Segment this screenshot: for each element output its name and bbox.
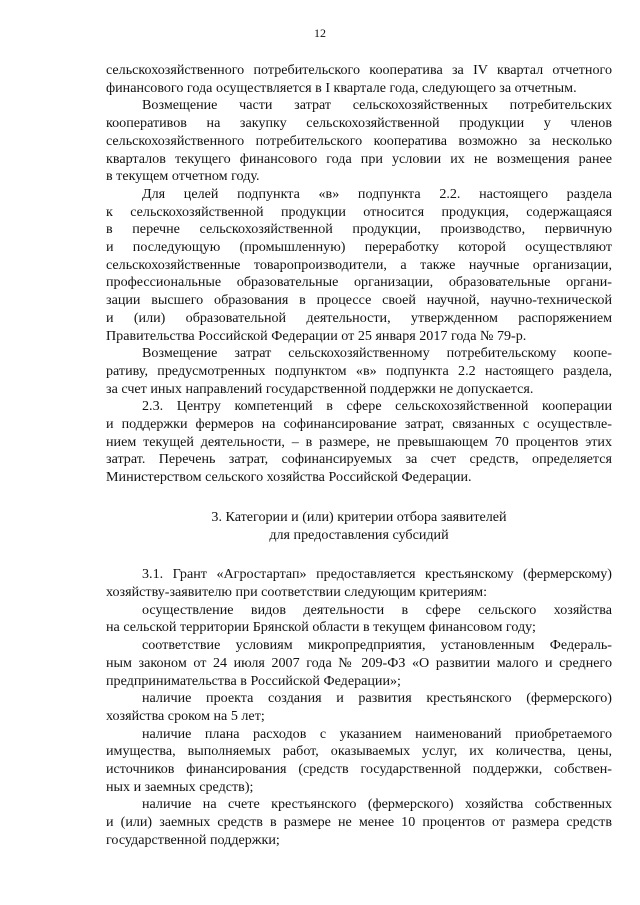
section-heading-line: 3. Категории и (или) критерии отбора заявителей	[211, 508, 507, 525]
criterion-item	[106, 796, 612, 849]
text-line: кварталов текущего финансового года при условии их не возмещения ранее	[106, 150, 612, 167]
criterion-item	[106, 690, 612, 725]
text-line: в перечне сельскохозяйственной продукции, производство, первичную	[106, 221, 612, 238]
paragraph-continuation	[106, 62, 612, 97]
text-line: и последующую (промышленную) переработку которой осуществляют	[106, 239, 612, 256]
text-line: на сельской территории Брянской области в текущем финансовом году;	[106, 619, 536, 636]
text-line: хозяйства сроком на 5 лет;	[106, 707, 265, 724]
document-body	[106, 62, 612, 850]
text-line: финансового года осуществляется в I квартале года, следующего за отчетным.	[106, 79, 577, 96]
text-line: и (или) заемных средств в размере не менее 10 процентов от размера средств	[106, 814, 612, 831]
text-line: и поддержки фермеров на софинансирование затрат, связанных с осуществле-	[106, 416, 612, 433]
text-line: ративу, предусмотренных подпунктом «в» подпункта 2.2 настоящего раздела,	[106, 362, 612, 379]
criterion-item	[106, 726, 612, 797]
text-line: Для целей подпункта «в» подпункта 2.2. настоящего раздела	[142, 185, 612, 202]
text-line: сельскохозяйственного потребительского кооператива возможно за несколько	[106, 132, 612, 149]
text-line: Правительства Российской Федерации от 25 января 2017 года № 79-р.	[106, 327, 527, 344]
text-line: Возмещение части затрат сельскохозяйственных потребительских	[142, 97, 612, 114]
paragraph-3-1	[106, 566, 612, 601]
text-line: имущества, выполняемых работ, оказываемых услуг, их количества, цены,	[106, 743, 612, 760]
text-line: предпринимательства в Российской Федерации»;	[106, 672, 401, 689]
text-line: источников финансирования (средств государственной поддержки, собствен-	[106, 761, 612, 778]
text-line: и (или) образовательной деятельности, утвержденном распоряжением	[106, 309, 612, 326]
text-line: в текущем отчетном году.	[106, 168, 260, 185]
text-line: сельскохозяйственного потребительского кооператива за IV квартал отчетного	[106, 62, 612, 78]
paragraph-2-3	[106, 398, 612, 487]
text-line: профессиональные образовательные организации, образовательные органи-	[106, 274, 612, 291]
text-line: наличие проекта создания и развития крестьянского (фермерского)	[142, 690, 612, 707]
text-line: наличие плана расходов с указанием наименований приобретаемого	[142, 725, 612, 742]
text-line: затрат. Перечень затрат, софинансируемых за счет средств, определяется	[106, 451, 612, 468]
paragraph-reimbursement-part	[106, 97, 612, 186]
text-line: соответствие условиям микропредприятия, установленным Федераль-	[142, 637, 612, 654]
section-heading-line: для предоставления субсидий	[269, 526, 449, 543]
criterion-item	[106, 637, 612, 690]
spacer	[106, 544, 612, 566]
text-line: Возмещение затрат сельскохозяйственному потребительскому коопе-	[142, 345, 612, 362]
text-line: сельскохозяйственные товаропроизводители, а также научные организации,	[106, 256, 612, 273]
text-line: хозяйству-заявителю при соответствии следующим критериям:	[106, 583, 487, 600]
page-number: 12	[314, 26, 326, 40]
paragraph-no-double-support	[106, 345, 612, 398]
text-line: наличие на счете крестьянского (фермерского) хозяйства собственных	[142, 796, 612, 813]
text-line: за счет иных направлений государственной поддержки не допускается.	[106, 380, 534, 397]
paragraph-definition	[106, 186, 612, 345]
spacer	[106, 487, 612, 509]
text-line: 3.1. Грант «Агростартап» предоставляется крестьянскому (фермерскому)	[142, 566, 612, 583]
text-line: государственной поддержки;	[106, 831, 280, 848]
text-line: осуществление видов деятельности в сфере сельского хозяйства	[142, 601, 612, 618]
text-line: к сельскохозяйственной продукции относится продукция, содержащаяся	[106, 203, 612, 220]
text-line: ным законом от 24 июля 2007 года № 209-ФЗ «О развитии малого и среднего	[106, 654, 612, 671]
text-line: 2.3. Центру компетенций в сфере сельскохозяйственной кооперации	[142, 398, 612, 415]
text-line: кооперативов на закупку сельскохозяйственной продукции у членов	[106, 115, 612, 132]
section-heading	[106, 509, 612, 544]
text-line: ных и заемных средств);	[106, 778, 254, 795]
criterion-item	[106, 602, 612, 637]
text-line: Министерством сельского хозяйства Российской Федерации.	[106, 469, 472, 486]
text-line: зации высшего образования в процессе своей научной, научно-технической	[106, 292, 612, 309]
text-line: нием текущей деятельности, – в размере, не превышающем 70 процентов этих	[106, 433, 612, 450]
